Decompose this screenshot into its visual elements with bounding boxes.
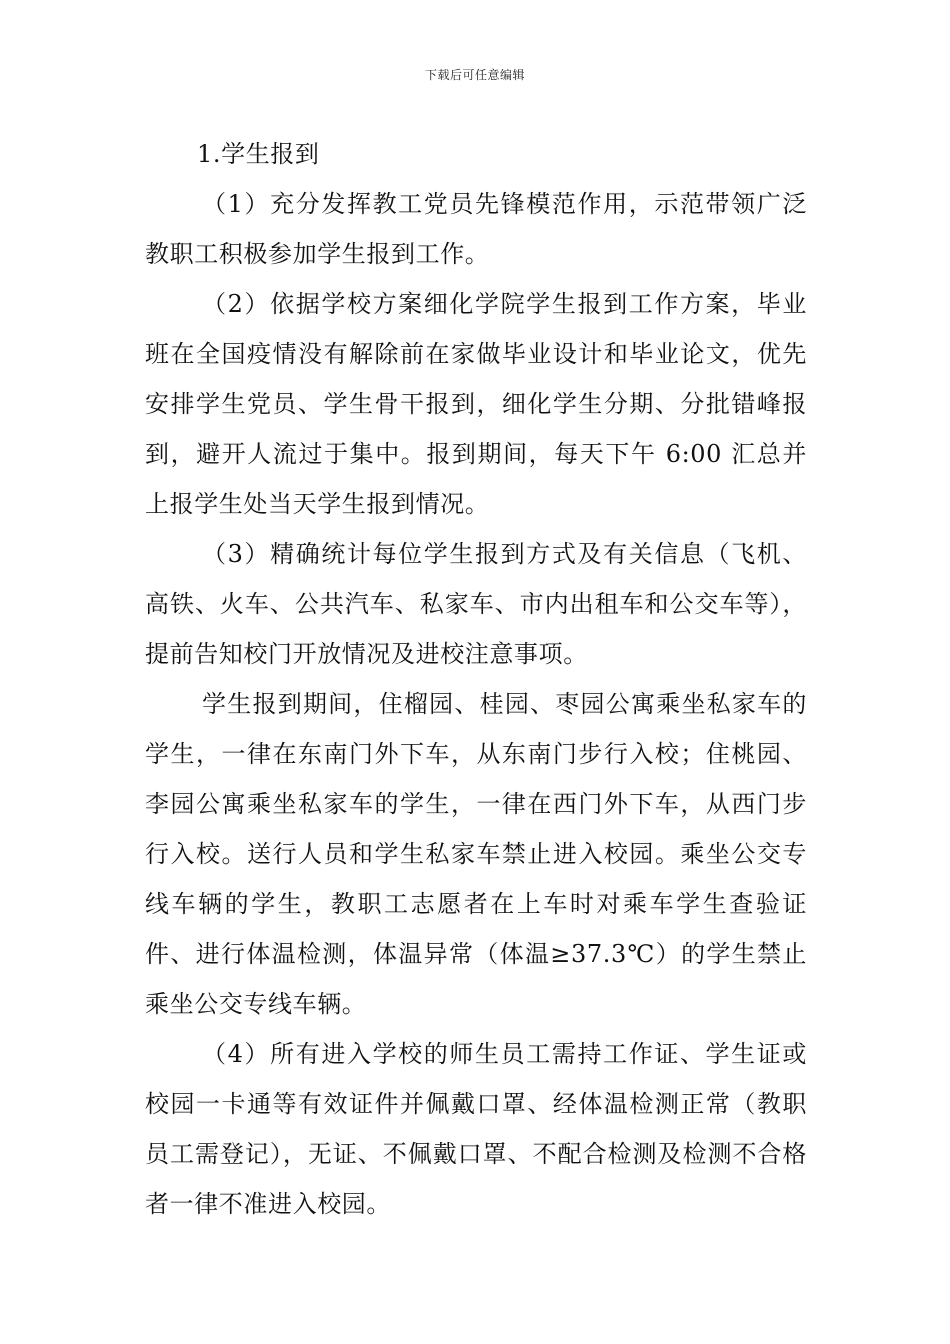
section-title: 1.学生报到: [197, 140, 320, 168]
paragraph-5: （4）所有进入学校的师生员工需持工作证、学生证或校园一卡通等有效证件并佩戴口罩、经体温检测正常（教职员工需登记），无证、不佩戴口罩、不配合检测及检测不合格者一律不准进入校园。: [145, 1040, 807, 1218]
document-body: [145, 129, 807, 1229]
page-header: 下载后可任意编辑: [424, 68, 525, 82]
paragraph-3: （3）精确统计每位学生报到方式及有关信息（飞机、高铁、火车、公共汽车、私家车、市内出租车和公交车等），提前告知校门开放情况及进校注意事项。: [145, 540, 807, 668]
paragraph-1: （1）充分发挥教工党员先锋模范作用，示范带领广泛教职工积极参加学生报到工作。: [145, 190, 807, 268]
paragraph-2: （2）依据学校方案细化学院学生报到工作方案，毕业班在全国疫情没有解除前在家做毕业设计和毕业论文，优先安排学生党员、学生骨干报到，细化学生分期、分批错峰报到，避开人流过于集中。报到期间，每天下午 6:00 汇总并上报学生处当天学生报到情况。: [145, 290, 807, 518]
paragraph-4: 学生报到期间，住榴园、桂园、枣园公寓乘坐私家车的学生，一律在东南门外下车，从东南门步行入校；住桃园、李园公寓乘坐私家车的学生，一律在西门外下车，从西门步行入校。送行人员和学生私家车禁止进入校园。乘坐公交专线车辆的学生，教职工志愿者在上车时对乘车学生查验证件、进行体温检测，体温异常（体温≥37.3℃）的学生禁止乘坐公交专线车辆。: [145, 690, 807, 1018]
